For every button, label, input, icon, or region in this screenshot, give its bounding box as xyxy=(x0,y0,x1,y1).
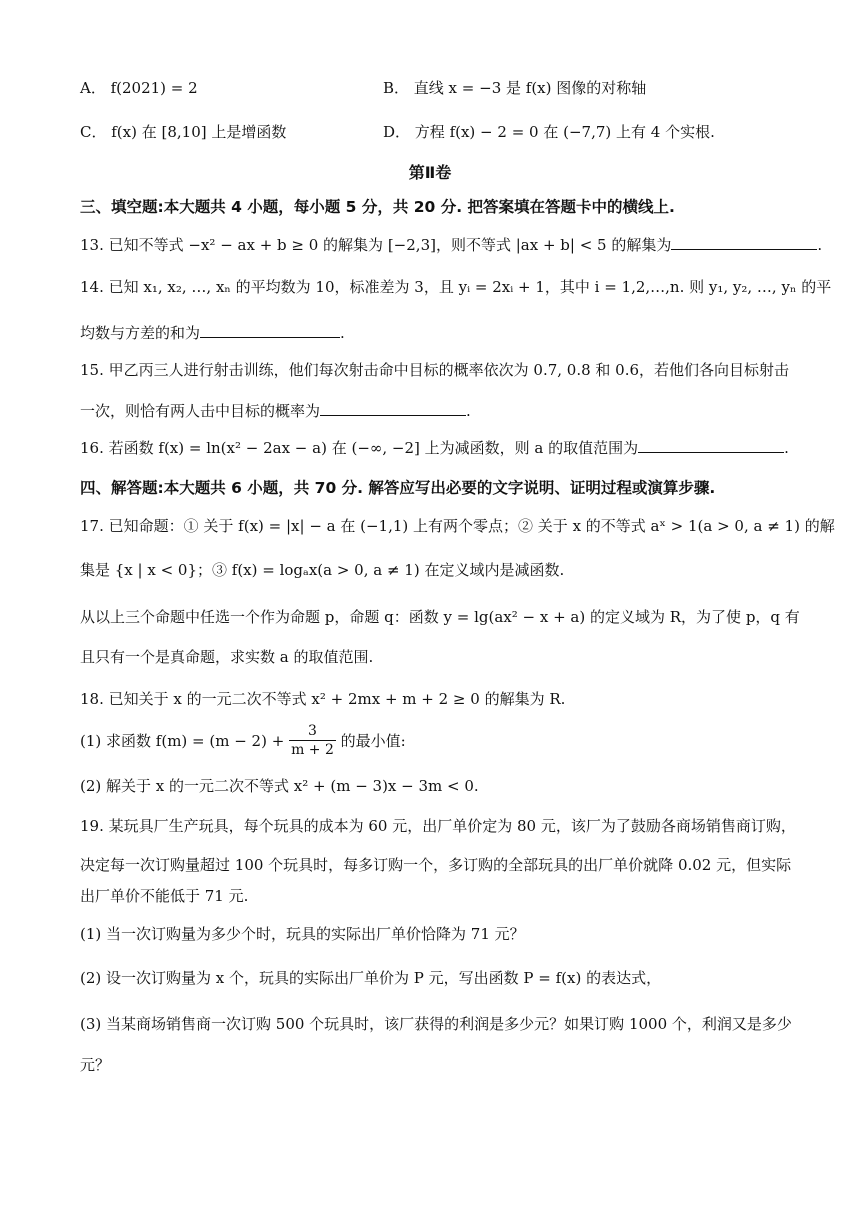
section4-heading: 四、解答题:本大题共 6 小题，共 70 分. 解答应写出必要的文字说明、证明过程或演算步骤. xyxy=(80,479,716,497)
option-b: B． 直线 x = −3 是 f(x) 图像的对称轴 xyxy=(383,79,647,97)
question-15-text: 一次，则恰有两人击中目标的概率为 xyxy=(80,402,321,420)
question-19-part1: (1) 当一次订购量为多少个时，玩具的实际出厂单价恰降为 71 元？ xyxy=(80,925,525,943)
question-14-line1: 14. 已知 x₁, x₂, …, xₙ 的平均数为 10，标准差为 3，且 yᵢ = 2xᵢ + 1，其中 i = 1,2,…,n. 则 y₁, y₂, …, yₙ 的平 xyxy=(80,278,832,296)
question-19-line3: 出厂单价不能低于 71 元. xyxy=(80,887,249,905)
question-17-line1: 17. 已知命题：① 关于 f(x) = |x| − a 在 (−1,1) 上有两个零点；② 关于 x 的不等式 aˣ > 1(a > 0, a ≠ 1) 的解 xyxy=(80,517,835,535)
question-16-text: 16. 若函数 f(x) = ln(x² − 2ax − a) 在 (−∞, −2] 上为减函数，则 a 的取值范围为 xyxy=(80,439,639,457)
option-d: D． 方程 f(x) − 2 = 0 在 (−7,7) 上有 4 个实根. xyxy=(383,123,715,141)
question-13: 13. 已知不等式 −x² − ax + b ≥ 0 的解集为 [−2,3]，则不等式 |ax + b| < 5 的解集为 . xyxy=(80,236,823,254)
question-17-line4: 且只有一个是真命题，求实数 a 的取值范围. xyxy=(80,648,374,666)
question-19-part3-line1: (3) 当某商场销售商一次订购 500 个玩具时，该厂获得的利润是多少元？如果订购 1000 个，利润又是多少 xyxy=(80,1015,792,1033)
question-15-line2: 一次，则恰有两人击中目标的概率为 . xyxy=(80,402,471,420)
q18-p1-post: 的最小值: xyxy=(340,731,406,750)
answer-blank xyxy=(200,323,340,338)
answer-blank xyxy=(638,438,784,453)
question-19-line1: 19. 某玩具厂生产玩具，每个玩具的成本为 60 元，出厂单价定为 80 元，该厂为了鼓励各商场销售商订购， xyxy=(80,817,796,835)
question-14-line2: 均数与方差的和为 . xyxy=(80,324,345,342)
answer-blank xyxy=(320,401,466,416)
option-a: A． f(2021) = 2 xyxy=(80,79,198,97)
section3-heading: 三、填空题:本大题共 4 小题，每小题 5 分，共 20 分. 把答案填在答题卡中的横线上. xyxy=(80,198,675,216)
question-13-text: 13. 已知不等式 −x² − ax + b ≥ 0 的解集为 [−2,3]，则不等式 |ax + b| < 5 的解集为 xyxy=(80,236,672,254)
question-15-line1: 15. 甲乙丙三人进行射击训练，他们每次射击命中目标的概率依次为 0.7, 0.8 和 0.6，若他们各向目标射击 xyxy=(80,361,790,379)
question-18-part1 xyxy=(80,722,780,759)
question-19-part3-line2: 元？ xyxy=(80,1056,111,1074)
question-16: 16. 若函数 f(x) = ln(x² − 2ax − a) 在 (−∞, −2] 上为减函数，则 a 的取值范围为 . xyxy=(80,439,789,457)
question-17-line3: 从以上三个命题中任选一个作为命题 p，命题 q：函数 y = lg(ax² − x + a) 的定义域为 R，为了使 p，q 有 xyxy=(80,608,800,626)
question-18-part2: (2) 解关于 x 的一元二次不等式 x² + (m − 3)x − 3m < 0. xyxy=(80,777,479,795)
question-19-line2: 决定每一次订购量超过 100 个玩具时，每多订购一个，多订购的全部玩具的出厂单价就降 0.02 元，但实际 xyxy=(80,856,792,874)
fraction-numerator: 3 xyxy=(289,722,336,741)
fraction xyxy=(289,722,336,759)
volume-title: 第Ⅱ卷 xyxy=(408,163,452,182)
question-14-text: 均数与方差的和为 xyxy=(80,324,201,342)
q18-p1-pre: (1) 求函数 f(m) = (m − 2) + xyxy=(80,731,285,750)
question-18-line1: 18. 已知关于 x 的一元二次不等式 x² + 2mx + m + 2 ≥ 0 的解集为 R. xyxy=(80,690,566,708)
question-19-part2: (2) 设一次订购量为 x 个，玩具的实际出厂单价为 P 元，写出函数 P = f(x) 的表达式， xyxy=(80,969,662,987)
answer-blank xyxy=(671,235,817,250)
option-c: C． f(x) 在 [8,10] 上是增函数 xyxy=(80,123,287,141)
fraction-denominator: m + 2 xyxy=(291,742,334,758)
question-17-line2: 集是 {x | x < 0}；③ f(x) = logₐx(a > 0, a ≠ 1) 在定义域内是减函数. xyxy=(80,561,565,579)
